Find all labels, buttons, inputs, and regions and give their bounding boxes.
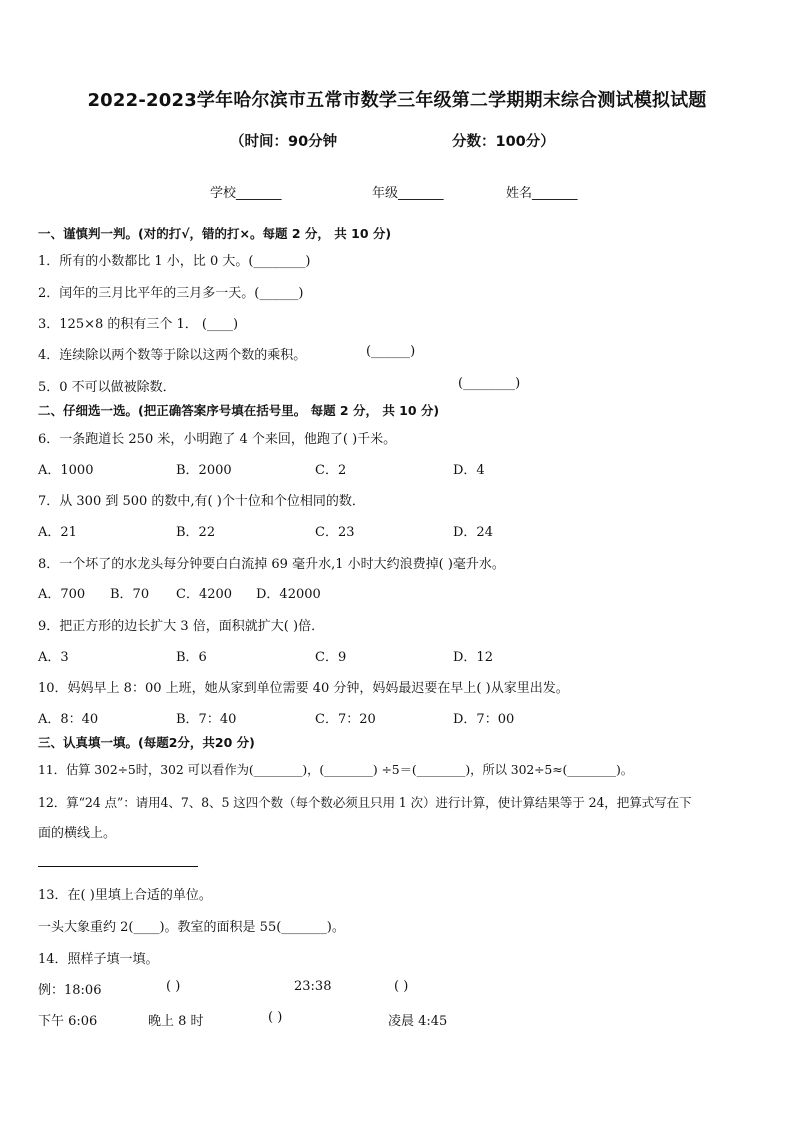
q6-option-b: B．2000 <box>176 463 232 478</box>
question-9: 9．把正方形的边长扩大 3 倍，面积就扩大( )倍． <box>38 619 325 634</box>
q8-option-b: B．70 <box>110 587 150 602</box>
page-title: 2022-2023学年哈尔滨市五常市数学三年级第二学期期末综合测试模拟试题 <box>87 90 707 111</box>
q10-option-a: A．8：40 <box>38 712 99 727</box>
q14-pm-606: 下午 6:06 <box>38 1014 98 1029</box>
question-12-line-2: 面的横线上。 <box>38 826 117 841</box>
q6-option-d: D．4 <box>453 463 485 478</box>
answer-line <box>38 866 198 867</box>
q10-option-b: B．7：40 <box>176 712 237 727</box>
exam-time: （时间：90分钟 <box>230 134 338 150</box>
q14-early-445: 凌晨 4:45 <box>388 1014 448 1029</box>
question-7: 7．从 300 到 500 的数中,有( )个十位和个位相同的数． <box>38 494 365 509</box>
q9-option-b: B．6 <box>176 650 207 665</box>
question-13: 13．在( )里填上合适的单位。 <box>38 888 212 903</box>
section-3-heading: 三、认真填一填。(每题2分，共20 分) <box>38 735 255 750</box>
q7-option-d: D．24 <box>453 525 493 540</box>
q6-option-a: A．1000 <box>38 463 94 478</box>
q8-option-c: C．4200 <box>176 587 233 602</box>
question-2: 2．闰年的三月比平年的三月多一天。(______) <box>38 286 304 301</box>
q14-blank-1: ( ) <box>166 979 181 994</box>
q9-option-a: A．3 <box>38 650 69 665</box>
q14-blank-2: ( ) <box>394 979 409 994</box>
name-field: 姓名_______ <box>506 186 578 201</box>
question-4-blank: (______) <box>366 344 416 359</box>
q14-evening-8: 晚上 8 时 <box>148 1014 204 1029</box>
q6-option-c: C．2 <box>315 463 347 478</box>
question-5-blank: (________) <box>458 376 521 391</box>
q14-example: 例：18:06 <box>38 983 102 998</box>
question-14: 14．照样子填一填。 <box>38 952 159 967</box>
exam-score: 分数：100分） <box>452 134 555 150</box>
question-6: 6．一条跑道长 250 米，小明跑了 4 个来回，他跑了( )千米。 <box>38 432 397 447</box>
section-2-heading: 二、仔细选一选。(把正确答案序号填在括号里。 每题 2 分， 共 10 分) <box>38 403 440 418</box>
section-1-heading: 一、谨慎判一判。(对的打√，错的打×。每题 2 分， 共 10 分) <box>38 226 392 241</box>
q8-option-d: D．42000 <box>256 587 321 602</box>
question-4: 4．连续除以两个数等于除以这两个数的乘积。 <box>38 348 307 363</box>
q7-option-c: C．23 <box>315 525 355 540</box>
q10-option-d: D．7：00 <box>453 712 515 727</box>
grade-field: 年级_______ <box>372 186 444 201</box>
question-8: 8．一个坏了的水龙头每分钟要白白流掉 69 毫升水,1 小时大约浪费掉( )毫升水。 <box>38 557 505 572</box>
question-13-sub: 一头大象重约 2(____)。教室的面积是 55(_______)。 <box>38 920 345 935</box>
q7-option-a: A．21 <box>38 525 77 540</box>
q9-option-d: D．12 <box>453 650 493 665</box>
q14-time-2338: 23:38 <box>294 979 332 994</box>
question-3: 3．125×8 的积有三个 1． (____) <box>38 317 239 332</box>
question-5: 5．0 不可以做被除数． <box>38 380 176 395</box>
question-11: 11．估算 302÷5时，302 可以看作为(________)，(________) ÷5＝(________)，所以 302÷5≈(________)。 <box>38 762 634 777</box>
q7-option-b: B．22 <box>176 525 216 540</box>
question-10: 10．妈妈早上 8：00 上班，她从家到单位需要 40 分钟，妈妈最迟要在早上( )从家里出发。 <box>38 681 569 696</box>
q10-option-c: C．7：20 <box>315 712 376 727</box>
question-1: 1．所有的小数都比 1 小，比 0 大。(________) <box>38 254 311 269</box>
question-12-line-1: 12．算“24 点”：请用4、7、8、5 这四个数（每个数必须且只用 1 次）进行计算，使计算结果等于 24，把算式写在下 <box>38 795 692 810</box>
school-field: 学校_______ <box>210 186 282 201</box>
q14-blank-3: ( ) <box>268 1010 283 1025</box>
q9-option-c: C．9 <box>315 650 347 665</box>
q8-option-a: A．700 <box>38 587 86 602</box>
